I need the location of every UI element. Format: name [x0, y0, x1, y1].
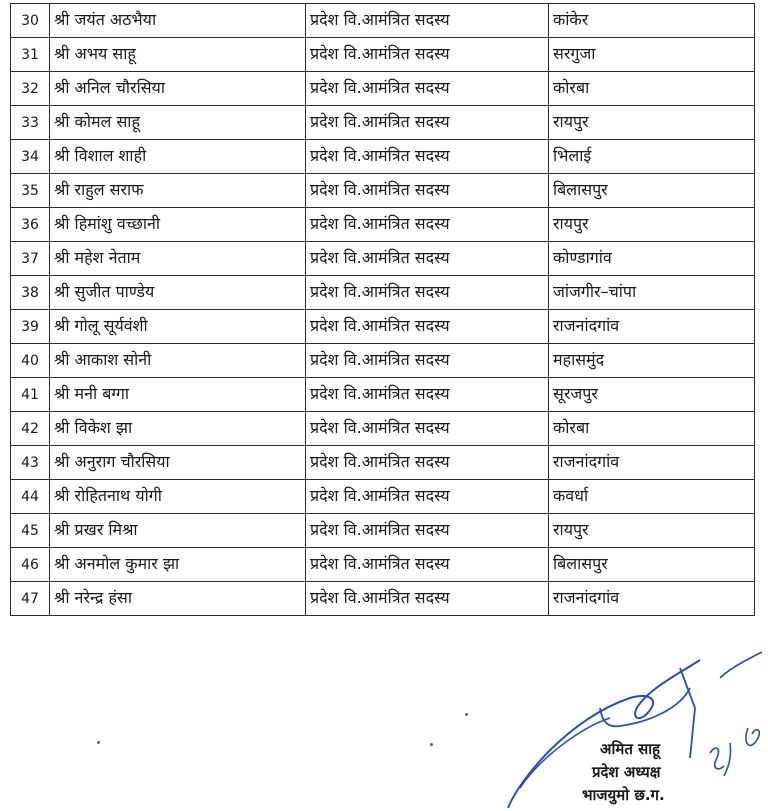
designation-cell: प्रदेश वि.आमंत्रित सदस्य — [306, 514, 549, 548]
table-row — [11, 446, 755, 480]
serial-number-cell: 45 — [11, 514, 50, 548]
district-cell: कोरबा — [549, 72, 755, 106]
designation-cell: प्रदेश वि.आमंत्रित सदस्य — [306, 106, 549, 140]
member-name-cell: श्री विकेश झा — [50, 412, 306, 446]
table-row — [11, 4, 755, 38]
member-name-cell: श्री अनुराग चौरसिया — [50, 446, 306, 480]
serial-number-cell: 46 — [11, 548, 50, 582]
serial-number-cell: 41 — [11, 378, 50, 412]
designation-cell: प्रदेश वि.आमंत्रित सदस्य — [306, 412, 549, 446]
designation-cell: प्रदेश वि.आमंत्रित सदस्य — [306, 72, 549, 106]
member-name-cell: श्री रोहितनाथ योगी — [50, 480, 306, 514]
serial-number-cell: 30 — [11, 4, 50, 38]
member-name-cell: श्री अभय साहू — [50, 38, 306, 72]
designation-cell: प्रदेश वि.आमंत्रित सदस्य — [306, 208, 549, 242]
member-name-cell: श्री राहुल सराफ — [50, 174, 306, 208]
serial-number-cell: 37 — [11, 242, 50, 276]
designation-cell: प्रदेश वि.आमंत्रित सदस्य — [306, 344, 549, 378]
district-cell: राजनांदगांव — [549, 446, 755, 480]
designation-cell: प्रदेश वि.आमंत्रित सदस्य — [306, 582, 549, 616]
designation-cell: प्रदेश वि.आमंत्रित सदस्य — [306, 276, 549, 310]
serial-number-cell: 42 — [11, 412, 50, 446]
members-table — [10, 3, 755, 616]
table-row — [11, 140, 755, 174]
district-cell: राजनांदगांव — [549, 310, 755, 344]
speck — [465, 713, 468, 716]
speck — [430, 743, 433, 746]
signatory-name: अमित साहू — [600, 740, 661, 758]
serial-number-cell: 39 — [11, 310, 50, 344]
district-cell: रायपुर — [549, 106, 755, 140]
district-cell: कवर्धा — [549, 480, 755, 514]
speck — [97, 741, 100, 744]
district-cell: रायपुर — [549, 514, 755, 548]
district-cell: बिलासपुर — [549, 174, 755, 208]
serial-number-cell: 31 — [11, 38, 50, 72]
member-name-cell: श्री कोमल साहू — [50, 106, 306, 140]
designation-cell: प्रदेश वि.आमंत्रित सदस्य — [306, 310, 549, 344]
district-cell: सूरजपुर — [549, 378, 755, 412]
designation-cell: प्रदेश वि.आमंत्रित सदस्य — [306, 242, 549, 276]
serial-number-cell: 43 — [11, 446, 50, 480]
table-row — [11, 208, 755, 242]
district-cell: कांकेर — [549, 4, 755, 38]
member-name-cell: श्री आकाश सोनी — [50, 344, 306, 378]
serial-number-cell: 33 — [11, 106, 50, 140]
table-row — [11, 412, 755, 446]
member-name-cell: श्री मनी बग्गा — [50, 378, 306, 412]
serial-number-cell: 40 — [11, 344, 50, 378]
district-cell: कोरबा — [549, 412, 755, 446]
designation-cell: प्रदेश वि.आमंत्रित सदस्य — [306, 174, 549, 208]
member-name-cell: श्री विशाल शाही — [50, 140, 306, 174]
member-name-cell: श्री हिमांशु वच्छानी — [50, 208, 306, 242]
district-cell: भिलाई — [549, 140, 755, 174]
table-row — [11, 242, 755, 276]
serial-number-cell: 36 — [11, 208, 50, 242]
member-name-cell: श्री जयंत अठभैया — [50, 4, 306, 38]
table-row — [11, 548, 755, 582]
district-cell: कोण्डागांव — [549, 242, 755, 276]
designation-cell: प्रदेश वि.आमंत्रित सदस्य — [306, 548, 549, 582]
members-table-body — [11, 4, 755, 616]
table-row — [11, 174, 755, 208]
district-cell: रायपुर — [549, 208, 755, 242]
designation-cell: प्रदेश वि.आमंत्रित सदस्य — [306, 378, 549, 412]
member-name-cell: श्री प्रखर मिश्रा — [50, 514, 306, 548]
serial-number-cell: 34 — [11, 140, 50, 174]
signatory-block — [582, 738, 738, 807]
serial-number-cell: 35 — [11, 174, 50, 208]
member-name-cell: श्री अनिल चौरसिया — [50, 72, 306, 106]
table-row — [11, 106, 755, 140]
serial-number-cell: 47 — [11, 582, 50, 616]
member-name-cell: श्री सुजीत पाण्डेय — [50, 276, 306, 310]
signatory-organization: भाजयुमो छ.ग. — [582, 786, 665, 804]
designation-cell: प्रदेश वि.आमंत्रित सदस्य — [306, 38, 549, 72]
serial-number-cell: 44 — [11, 480, 50, 514]
table-row — [11, 72, 755, 106]
table-row — [11, 582, 755, 616]
table-row — [11, 378, 755, 412]
district-cell: राजनांदगांव — [549, 582, 755, 616]
table-row — [11, 310, 755, 344]
table-row — [11, 514, 755, 548]
member-name-cell: श्री नरेन्द्र हंसा — [50, 582, 306, 616]
designation-cell: प्रदेश वि.आमंत्रित सदस्य — [306, 446, 549, 480]
district-cell: बिलासपुर — [549, 548, 755, 582]
serial-number-cell: 32 — [11, 72, 50, 106]
district-cell: जांजगीर–चांपा — [549, 276, 755, 310]
member-name-cell: श्री गोलू सूर्यवंशी — [50, 310, 306, 344]
table-row — [11, 480, 755, 514]
table-row — [11, 276, 755, 310]
district-cell: महासमुंद — [549, 344, 755, 378]
member-name-cell: श्री महेश नेताम — [50, 242, 306, 276]
designation-cell: प्रदेश वि.आमंत्रित सदस्य — [306, 4, 549, 38]
table-row — [11, 38, 755, 72]
district-cell: सरगुजा — [549, 38, 755, 72]
designation-cell: प्रदेश वि.आमंत्रित सदस्य — [306, 480, 549, 514]
designation-cell: प्रदेश वि.आमंत्रित सदस्य — [306, 140, 549, 174]
signatory-title: प्रदेश अध्यक्ष — [592, 763, 661, 781]
serial-number-cell: 38 — [11, 276, 50, 310]
member-name-cell: श्री अनमोल कुमार झा — [50, 548, 306, 582]
table-row — [11, 344, 755, 378]
